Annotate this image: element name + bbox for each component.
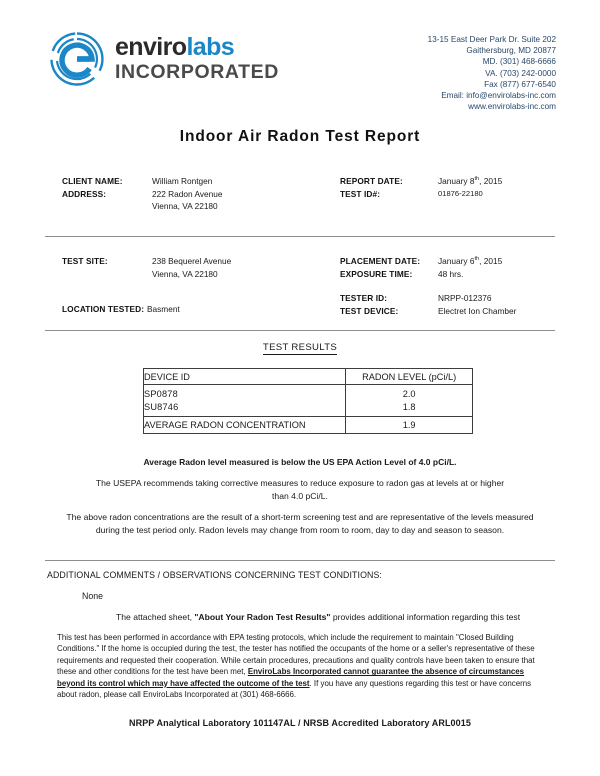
- usepa-recommendation-statement: The USEPA recommends taking corrective measures to reduce exposure to radon gas at levels at or higher than 4.0 pCi/L.: [95, 478, 505, 501]
- report-date-label: REPORT DATE:: [340, 176, 403, 186]
- document-header: [0, 0, 600, 120]
- client-info-values: [152, 175, 222, 213]
- company-address-block: [428, 34, 556, 112]
- radon-level-1: 2.0: [402, 389, 416, 399]
- additional-comments-heading: ADDITIONAL COMMENTS / OBSERVATIONS CONCERNING TEST CONDITIONS:: [47, 570, 382, 580]
- action-level-statement: Average Radon level measured is below the US EPA Action Level of 4.0 pCi/L.: [143, 457, 457, 467]
- table-row-average: [144, 417, 473, 434]
- attached-sheet-suffix: provides additional information regarding this test: [330, 612, 521, 622]
- test-id-value: 01876-22180: [438, 188, 483, 198]
- device-id-cell: [144, 385, 346, 417]
- report-date-value: [438, 175, 502, 188]
- address-street: 13-15 East Deer Park Dr. Suite 202: [427, 35, 556, 44]
- device-id-1: SP0878: [144, 389, 178, 399]
- fineprint-part-2: . If you have any questions regarding this test or have concerns about radon, please call EnviroLabs Incorporated at (301) 468-6666.: [57, 678, 532, 700]
- fineprint-part-1: This test has been performed in accordance with EPA testing protocols, which include the requirement to maintain "Closed Building Conditions." If the home is occupied during the test, the tester has notified the occupants of the home or a seller's representative of these requirements and requested their cooperation. While certain procedures, precautions and quality controls have been taken to ensure that these and other conditions for the test have been met,: [57, 633, 535, 677]
- tester-id-value: NRPP-012376: [438, 293, 492, 303]
- tester-labels: [340, 292, 398, 317]
- location-tested-label-wrap: [62, 303, 144, 316]
- additional-comments-value: None: [82, 591, 104, 601]
- test-site-label-wrap: [62, 255, 108, 268]
- client-address-line-2: Vienna, VA 22180: [152, 201, 218, 212]
- phone-va: VA. (703) 242-0000: [485, 68, 556, 78]
- attached-sheet-title: "About Your Radon Test Results": [194, 612, 331, 622]
- average-value-cell: 1.9: [346, 417, 473, 434]
- radon-level-2: 1.8: [402, 401, 416, 412]
- test-site-value-wrap: [152, 255, 231, 280]
- report-date-year: , 2015: [479, 176, 503, 186]
- divider-rule-middle: [45, 330, 555, 331]
- test-site-label: TEST SITE:: [62, 256, 108, 266]
- test-device-label: TEST DEVICE:: [340, 305, 399, 316]
- page-title: Indoor Air Radon Test Report: [179, 128, 421, 145]
- placement-date-monthday: January 6: [438, 256, 475, 266]
- address-city-state-zip: Gaithersburg, MD 20877: [466, 46, 556, 56]
- test-results-table: [143, 368, 473, 434]
- placement-date-ordinal: th: [474, 256, 480, 263]
- placement-date-value: [438, 255, 502, 268]
- tester-values: [438, 292, 516, 317]
- client-address-label: ADDRESS:: [62, 188, 107, 199]
- logo-word-labs: labs: [186, 33, 235, 62]
- location-tested-value: Basment: [147, 304, 180, 314]
- table-row: [144, 385, 473, 417]
- client-name-value: William Rontgen: [152, 176, 213, 186]
- report-meta-labels: [340, 175, 403, 200]
- website-url: www.envirolabs-inc.com: [468, 102, 556, 112]
- attached-sheet-prefix: The attached sheet,: [116, 612, 195, 622]
- divider-rule-top: [45, 236, 555, 237]
- logo-word-enviro: enviro: [115, 33, 187, 62]
- radon-level-cell: [346, 385, 473, 417]
- legal-fineprint: [57, 632, 543, 700]
- report-date-ordinal: th: [474, 176, 480, 183]
- exposure-time-label: EXPOSURE TIME:: [340, 268, 413, 279]
- exposure-time-value: 48 hrs.: [438, 268, 464, 279]
- fineprint-underlined-disclaimer: EnviroLabs Incorporated cannot guarantee the absence of circumstances beyond its control which may have affected the outcome of the test: [57, 667, 525, 688]
- client-name-label: CLIENT NAME:: [62, 176, 123, 186]
- logo-wordmark-line-1: [115, 35, 279, 60]
- test-id-label: TEST ID#:: [340, 188, 381, 199]
- test-results-heading-text: TEST RESULTS: [262, 342, 338, 353]
- test-device-value: Electret Ion Chamber: [438, 305, 517, 316]
- screening-note-statement: The above radon concentrations are the result of a short-term screening test and are representative of the levels measured during the test period only. Radon levels may change from room to room, day to day and season to season.: [66, 512, 534, 535]
- placement-date-year: , 2015: [479, 256, 503, 266]
- attached-sheet-note: [82, 612, 520, 622]
- divider-rule-bottom: [45, 560, 555, 561]
- test-site-line-2: Vienna, VA 22180: [152, 268, 218, 279]
- fax-number: Fax (877) 677-6540: [484, 79, 556, 89]
- test-site-line-1: 238 Bequerel Avenue: [152, 256, 232, 266]
- report-date-monthday: January 8: [438, 176, 475, 186]
- tester-id-label: TESTER ID:: [340, 293, 388, 303]
- location-tested-label: LOCATION TESTED:: [62, 304, 145, 314]
- device-id-2: SU8746: [144, 401, 179, 412]
- placement-date-label: PLACEMENT DATE:: [340, 256, 421, 266]
- placement-values: [438, 255, 502, 280]
- company-logo: [48, 30, 279, 88]
- location-tested-value-wrap: [147, 303, 180, 316]
- phone-md: MD. (301) 468-6666: [482, 57, 556, 67]
- accreditation-footer: NRPP Analytical Laboratory 101147AL / NRSB Accredited Laboratory ARL0015: [129, 718, 471, 728]
- envirolabs-e-logo-icon: [48, 30, 106, 88]
- logo-wordmark-line-2: INCORPORATED: [115, 61, 279, 84]
- email-address: Email: info@envirolabs-inc.com: [441, 91, 556, 101]
- column-header-device-id: DEVICE ID: [144, 369, 346, 385]
- client-address-line-1: 222 Radon Avenue: [152, 188, 223, 199]
- table-header-row: [144, 369, 473, 385]
- report-meta-values: [438, 175, 502, 200]
- column-header-radon-level: RADON LEVEL (pCi/L): [346, 369, 473, 385]
- average-label-cell: AVERAGE RADON CONCENTRATION: [144, 417, 346, 434]
- client-info-labels: [62, 175, 123, 200]
- placement-labels: [340, 255, 420, 280]
- test-results-heading: [0, 342, 600, 353]
- logo-wordmark: [115, 35, 279, 83]
